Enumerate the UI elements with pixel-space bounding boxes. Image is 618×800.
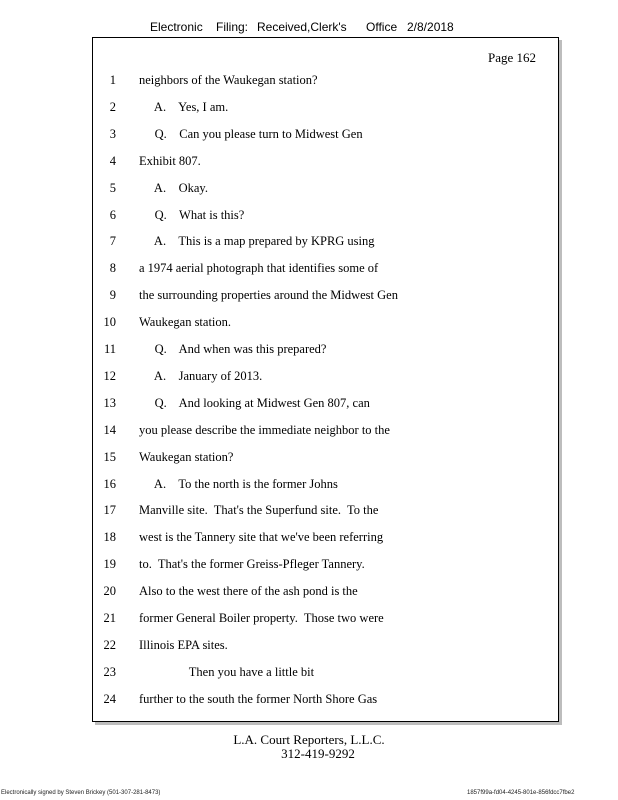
line-number: 4 — [109, 153, 116, 168]
transcript-line — [0, 584, 618, 602]
transcript-line — [0, 423, 618, 441]
line-number: 5 — [109, 180, 116, 195]
line-text: you please describe the immediate neighbor to the — [139, 422, 390, 437]
transcript-line — [0, 692, 618, 710]
line-text: A. To the north is the former Johns — [139, 476, 338, 491]
transcript-line — [0, 530, 618, 548]
line-number: 23 — [103, 664, 116, 679]
line-text: Waukegan station. — [139, 315, 232, 330]
line-text: further to the south the former North Shore Gas — [139, 691, 378, 706]
line-text: A. This is a map prepared by KPRG using — [139, 234, 375, 249]
line-number: 24 — [103, 691, 116, 706]
header-electronic: Electronic — [150, 20, 203, 34]
line-number: 18 — [103, 530, 116, 545]
line-text: to. That's the former Greiss-Pfleger Tannery. — [139, 557, 365, 572]
transcript-line — [0, 450, 618, 468]
footer — [0, 733, 618, 761]
line-number: 15 — [103, 449, 116, 464]
transcript-line — [0, 261, 618, 279]
transcript-line — [0, 638, 618, 656]
line-text: Exhibit 807. — [139, 153, 201, 168]
transcript-line — [0, 181, 618, 199]
header-filing: Filing: — [216, 20, 249, 34]
transcript-line — [0, 288, 618, 306]
transcript-line — [0, 396, 618, 414]
line-text: a 1974 aerial photograph that identifies some of — [139, 261, 379, 276]
signature-left: Electronically signed by Steven Brickey (501-307-281-8473) — [1, 790, 161, 796]
line-text: Q. Can you please turn to Midwest Gen — [139, 126, 363, 141]
line-number: 3 — [109, 126, 116, 141]
footer-company: L.A. Court Reporters, L.L.C. — [233, 732, 385, 747]
footer-phone: 312-419-9292 — [281, 746, 355, 761]
line-number: 12 — [103, 368, 116, 383]
line-text: Illinois EPA sites. — [139, 637, 228, 652]
line-number: 10 — [103, 315, 116, 330]
transcript-line — [0, 665, 618, 683]
page-number: Page 162 — [487, 50, 536, 65]
header-date: 2/8/2018 — [407, 20, 454, 34]
transcript-line — [0, 477, 618, 495]
transcript-line — [0, 503, 618, 521]
line-text: Q. What is this? — [139, 207, 245, 222]
line-text: Q. And when was this prepared? — [139, 342, 327, 356]
line-number: 16 — [103, 476, 116, 491]
transcript-line — [0, 208, 618, 226]
line-number: 13 — [103, 395, 116, 410]
line-number: 14 — [103, 422, 116, 437]
line-number: 6 — [109, 207, 116, 222]
line-text: neighbors of the Waukegan station? — [139, 73, 318, 87]
transcript-line — [0, 154, 618, 172]
transcript-line — [0, 127, 618, 145]
header-office: Office — [366, 20, 398, 34]
filing-header — [0, 20, 618, 36]
line-text: Manville site. That's the Superfund site. To the — [139, 503, 379, 518]
transcript-line — [0, 100, 618, 118]
transcript-line — [0, 611, 618, 629]
line-number: 1 — [109, 73, 116, 87]
transcript-line — [0, 315, 618, 333]
line-number: 2 — [109, 99, 116, 114]
line-text: A. Okay. — [139, 180, 208, 195]
line-text: Also to the west there of the ash pond is the — [139, 584, 358, 599]
transcript-line — [0, 73, 618, 91]
line-text: Q. And looking at Midwest Gen 807, can — [139, 395, 370, 410]
line-number: 7 — [109, 234, 116, 249]
line-text: Waukegan station? — [139, 449, 234, 464]
transcript-line — [0, 557, 618, 575]
transcript-line — [0, 369, 618, 387]
transcript-line — [0, 234, 618, 252]
line-number: 22 — [103, 637, 116, 652]
line-number: 20 — [103, 584, 116, 599]
line-number: 19 — [103, 557, 116, 572]
line-text: A. Yes, I am. — [139, 99, 229, 114]
line-text: the surrounding properties around the Midwest Gen — [139, 288, 398, 303]
line-text: A. January of 2013. — [139, 368, 263, 383]
line-number: 8 — [109, 261, 116, 276]
line-number: 17 — [103, 503, 116, 518]
line-text: former General Boiler property. Those two were — [139, 611, 384, 625]
line-text: west is the Tannery site that we've been referring — [139, 530, 384, 545]
header-received: Received,Clerk's — [257, 20, 347, 34]
line-number: 11 — [103, 342, 116, 356]
transcript-line — [0, 342, 618, 360]
line-number: 21 — [103, 611, 116, 625]
line-number: 9 — [109, 288, 116, 303]
signature-right: 1857f99a-fd04-4245-801e-856fdcc7fbe2 — [467, 790, 575, 796]
line-text: Then you have a little bit — [139, 664, 315, 679]
